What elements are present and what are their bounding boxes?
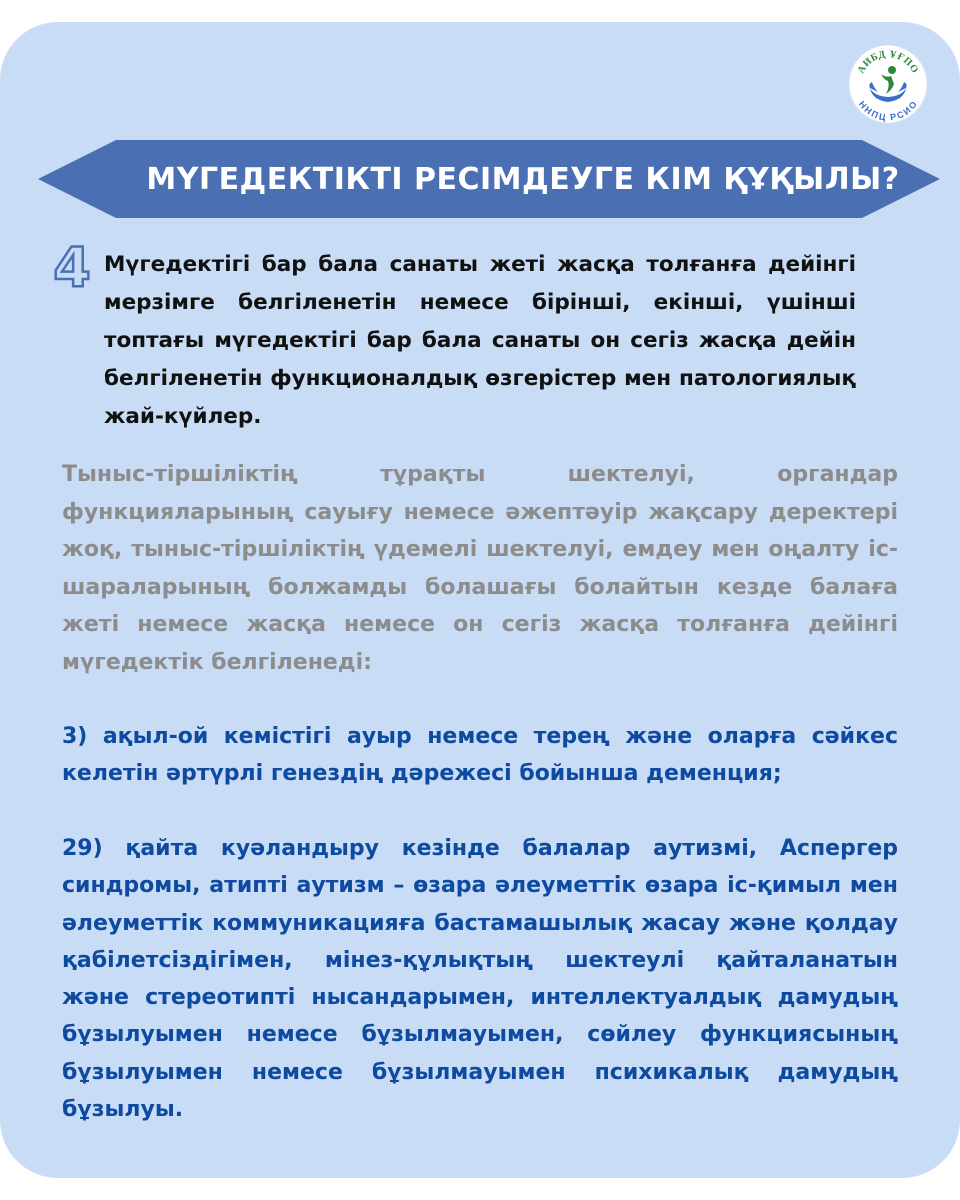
organization-logo <box>848 44 928 124</box>
item-number: 4 <box>53 238 91 296</box>
logo-top-text: АИБД ҰҒПО <box>855 48 921 76</box>
logo-bottom-text: ННПЦ РСИО <box>856 99 920 123</box>
conditions-intro: Тыныс-тіршіліктің тұрақты шектелуі, органдар функцияларының сауығу немесе әжептәуір жақсару деректері жоқ, тыныс-тіршіліктің үдемелі шектелуі, емдеу мен оңалту іс-шараларының болжамды болашағы болайтын кезде балаға жеті немесе жасқа немесе он сегіз жасқа толғанға дейінгі мүгедектік белгіленеді: <box>62 462 898 675</box>
title-banner <box>38 140 940 218</box>
condition-item: 29) қайта куәландыру кезінде балалар аутизмі, Аспергер синдромы, атипті аутизм – өзара әлеуметтік өзара іс-қимыл мен әлеуметтік коммуникацияға бастамашылық жасау және қолдау қабілетсіздігімен, мінез-құлықтың шектеулі қайталанатын және стереотипті нысандарымен, интеллектуалдық дамудың бұзылуымен немесе бұзылмауымен, сөйлеу функциясының бұзылуымен немесе бұзылмауымен психикалық дамудың бұзылуы. <box>62 836 898 1123</box>
condition-item: 3) ақыл-ой кемістігі ауыр немесе терең және оларға сәйкес келетін әртүрлі генездің дәрежесі бойынша деменция; <box>62 724 898 787</box>
page-title: МҮГЕДЕКТІКТІ РЕСІМДЕУГЕ КІМ ҚҰҚЫЛЫ? <box>146 161 900 197</box>
item-text: Мүгедектігі бар бала санаты жеті жасқа толғанға дейінгі мерзімге белгіленетін немесе бірінші, екінші, үшінші топтағы мүгедектігі бар бала санаты он сегіз жасқа дейін белгіленетін функционалдық өзгерістер мен патологиялық жай-күйлер. <box>104 252 856 429</box>
item-number-badge <box>44 238 100 296</box>
